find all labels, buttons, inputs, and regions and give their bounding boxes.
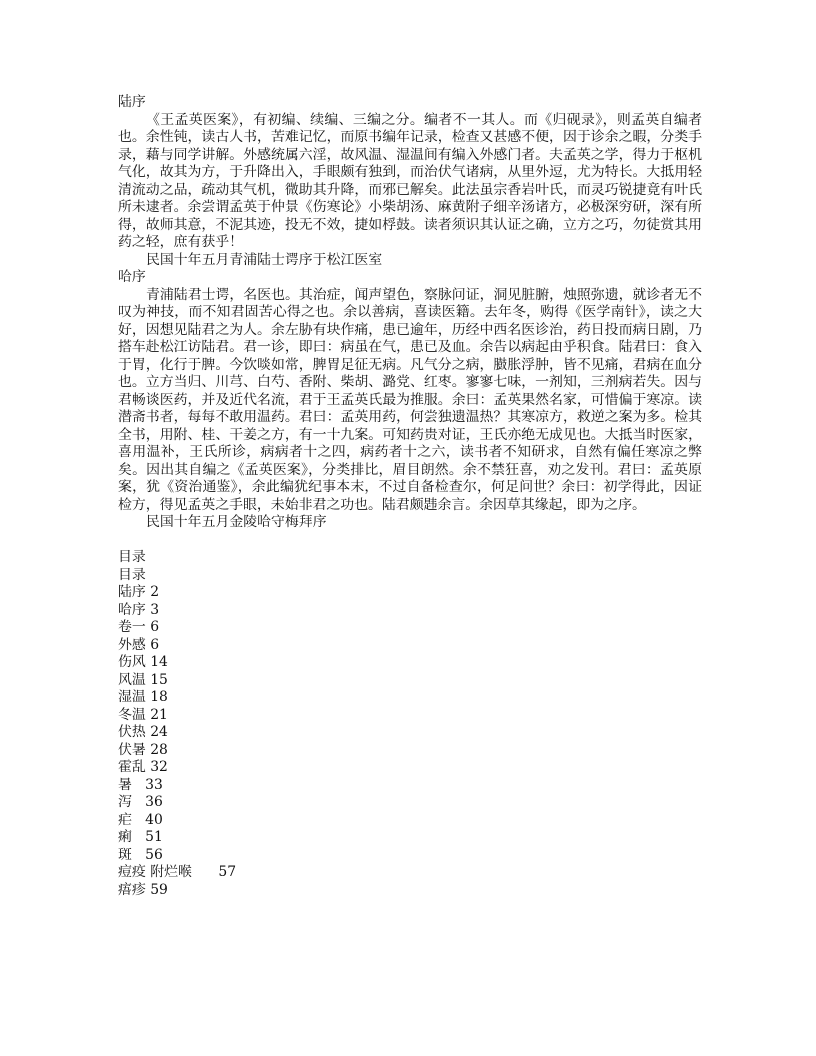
toc-entry-label: 疟	[118, 811, 132, 828]
toc-entry-page-number: 40	[145, 811, 163, 828]
toc-entry[interactable]	[118, 707, 702, 725]
preface-lu-body: 《王孟英医案》，有初编、续编、三编之分。编者不一其人。而《归砚录》，则孟英自编者也。余性钝，读古人书，苦难记忆，而原书编年记录，检查又甚感不便，因于诊余之暇，分类手录，藉与同学讲解。外感统属六淫，故风温、湿温间有编入外感门者。夫孟英之学，得力于枢机气化，故其为方，于升降出入，手眼颇有独到，而治伏气诸病，从里外逗，尤为特长。大抵用轻清流动之品，疏动其气机，微助其升降，而邪已解矣。此法虽宗香岩叶氏，而灵巧锐捷竟有叶氏所未逮者。余尝谓孟英于仲景《伤寒论》小柴胡汤、麻黄附子细辛汤诸方，必极深穷研，深有所得，故师其意，不泥其迹，投无不效，捷如桴鼓。读者须识其认证之确，立方之巧，勿徒赏其用药之轻，庶有获乎！	[118, 111, 702, 250]
toc-entry-label: 痦疹	[118, 881, 146, 898]
toc-entry-label: 痘疫 附烂喉	[118, 864, 192, 880]
toc-entry-label: 伏热	[118, 724, 146, 740]
toc-entry-page-number: 56	[145, 846, 163, 863]
preface-lu-title: 陆序	[118, 94, 146, 110]
toc-entry[interactable]	[118, 759, 702, 777]
toc-entry-page-number: 33	[145, 776, 163, 793]
toc-heading: 目录	[118, 549, 146, 565]
toc-entry-label: 斑	[118, 846, 132, 863]
toc-entry-page-number: 32	[150, 759, 168, 775]
toc-entry-page-number: 59	[150, 881, 168, 898]
toc-entry-label: 外感	[118, 636, 146, 653]
toc-entry-page-number: 15	[150, 671, 168, 688]
toc-entry[interactable]	[118, 794, 702, 812]
toc-entry-page-number: 6	[150, 619, 160, 635]
toc-entry-page-number: 28	[150, 741, 168, 758]
toc-entry[interactable]	[118, 654, 702, 672]
toc-entry-page-number: 51	[145, 829, 163, 845]
toc-entry-separator	[192, 864, 219, 880]
toc-entry-separator	[132, 794, 145, 810]
toc-entry-page-number: 3	[150, 601, 160, 618]
toc-entry-label: 伏暑	[118, 741, 146, 758]
toc-entry-label: 泻	[118, 794, 132, 810]
toc-entry-page-number: 18	[150, 689, 168, 705]
toc-entry[interactable]	[118, 637, 702, 655]
toc-entry-page-number: 21	[150, 706, 168, 723]
toc-entry[interactable]	[118, 724, 702, 742]
toc-entry[interactable]	[118, 847, 702, 865]
toc-entry-page-number: 57	[218, 864, 237, 880]
document-page	[118, 94, 702, 899]
toc-entry[interactable]	[118, 812, 702, 830]
toc-entry[interactable]	[118, 742, 702, 760]
toc-entry-separator	[132, 829, 145, 845]
toc-entry-page-number: 36	[145, 794, 163, 810]
toc-entry-separator	[132, 777, 145, 793]
toc-entry[interactable]	[118, 672, 702, 690]
toc-entry[interactable]	[118, 584, 702, 602]
toc-entry-label: 冬温	[118, 706, 146, 723]
spacer	[118, 532, 702, 550]
table-of-contents	[118, 584, 702, 899]
toc-entry-label: 风温	[118, 671, 146, 688]
toc-entry[interactable]	[118, 864, 702, 882]
toc-subheading: 目录	[118, 566, 146, 583]
toc-entry-label: 伤风	[118, 654, 146, 670]
toc-entry-page-number: 24	[150, 724, 168, 740]
toc-entry[interactable]	[118, 882, 702, 900]
toc-entry[interactable]	[118, 619, 702, 637]
preface-ha-signature: 民国十年五月金陵哈守梅拜序	[146, 514, 327, 530]
toc-entry-label: 霍乱	[118, 759, 146, 775]
toc-entry-label: 痢	[118, 829, 132, 845]
preface-ha-body: 青浦陆君士谔，名医也。其治症，闻声望色，察脉问证，洞见脏腑，烛照弥遗，就诊者无不叹为神技，而不知君固苦心得之也。余以善病，喜读医籍。去年冬，购得《医学南针》，读之大好，因想见陆君之为人。余左胁有块作痛，患已逾年，历经中西名医诊治，药日投而病日剧，乃搭车赴松江访陆君。君一诊，即曰：病虽在气，患已及血。余告以病起由乎积食。陆君曰：食入于胃，化行于脾。今饮啖如常，脾胃足征无病。凡气分之病，臌胀浮肿，皆不见痛，君病在血分也。立方当归、川芎、白芍、香附、柴胡、潞党、红枣。寥寥七味，一剂知，三剂病若失。因与君畅谈医药，并及近代名流，君于王孟英氏最为推服。余曰：孟英果然名家，可惜偏于寒凉。读潜斋书者，每每不敢用温药。君曰：孟英用药，何尝独遗温热？其寒凉方，救逆之案为多。检其全书，用附、桂、干姜之方，有一十九案。可知药贵对证，王氏亦绝无成见也。大抵当时医家，喜用温补，王氏所诊，病病者十之四，病药者十之六，读书者不知研求，自然有偏任寒凉之弊矣。因出其自编之《孟英医案》，分类排比，眉目朗然。余不禁狂喜，劝之发刊。君曰：孟英原案，犹《资治通鉴》，余此编犹纪事本末，不过自备检查尔，何足问世？余曰：初学得此，因证检方，得见孟英之手眼，未始非君之功也。陆君颇韪余言。余因草其缘起，即为之序。	[118, 286, 702, 513]
toc-entry-label: 卷一	[118, 619, 146, 635]
toc-entry[interactable]	[118, 829, 702, 847]
toc-entry[interactable]	[118, 602, 702, 620]
toc-entry-page-number: 2	[150, 584, 160, 600]
toc-entry-page-number: 6	[150, 636, 160, 653]
toc-entry-label: 湿温	[118, 689, 146, 705]
toc-entry-separator	[132, 812, 145, 828]
toc-entry[interactable]	[118, 777, 702, 795]
preface-ha-title: 哈序	[118, 269, 146, 285]
toc-entry-separator	[132, 847, 145, 863]
preface-lu-signature: 民国十年五月青浦陆士谔序于松江医室	[146, 251, 383, 268]
toc-entry-label: 暑	[118, 776, 132, 793]
toc-entry-page-number: 14	[150, 654, 168, 670]
toc-entry-label: 哈序	[118, 601, 146, 618]
toc-entry-label: 陆序	[118, 584, 146, 600]
toc-entry[interactable]	[118, 689, 702, 707]
